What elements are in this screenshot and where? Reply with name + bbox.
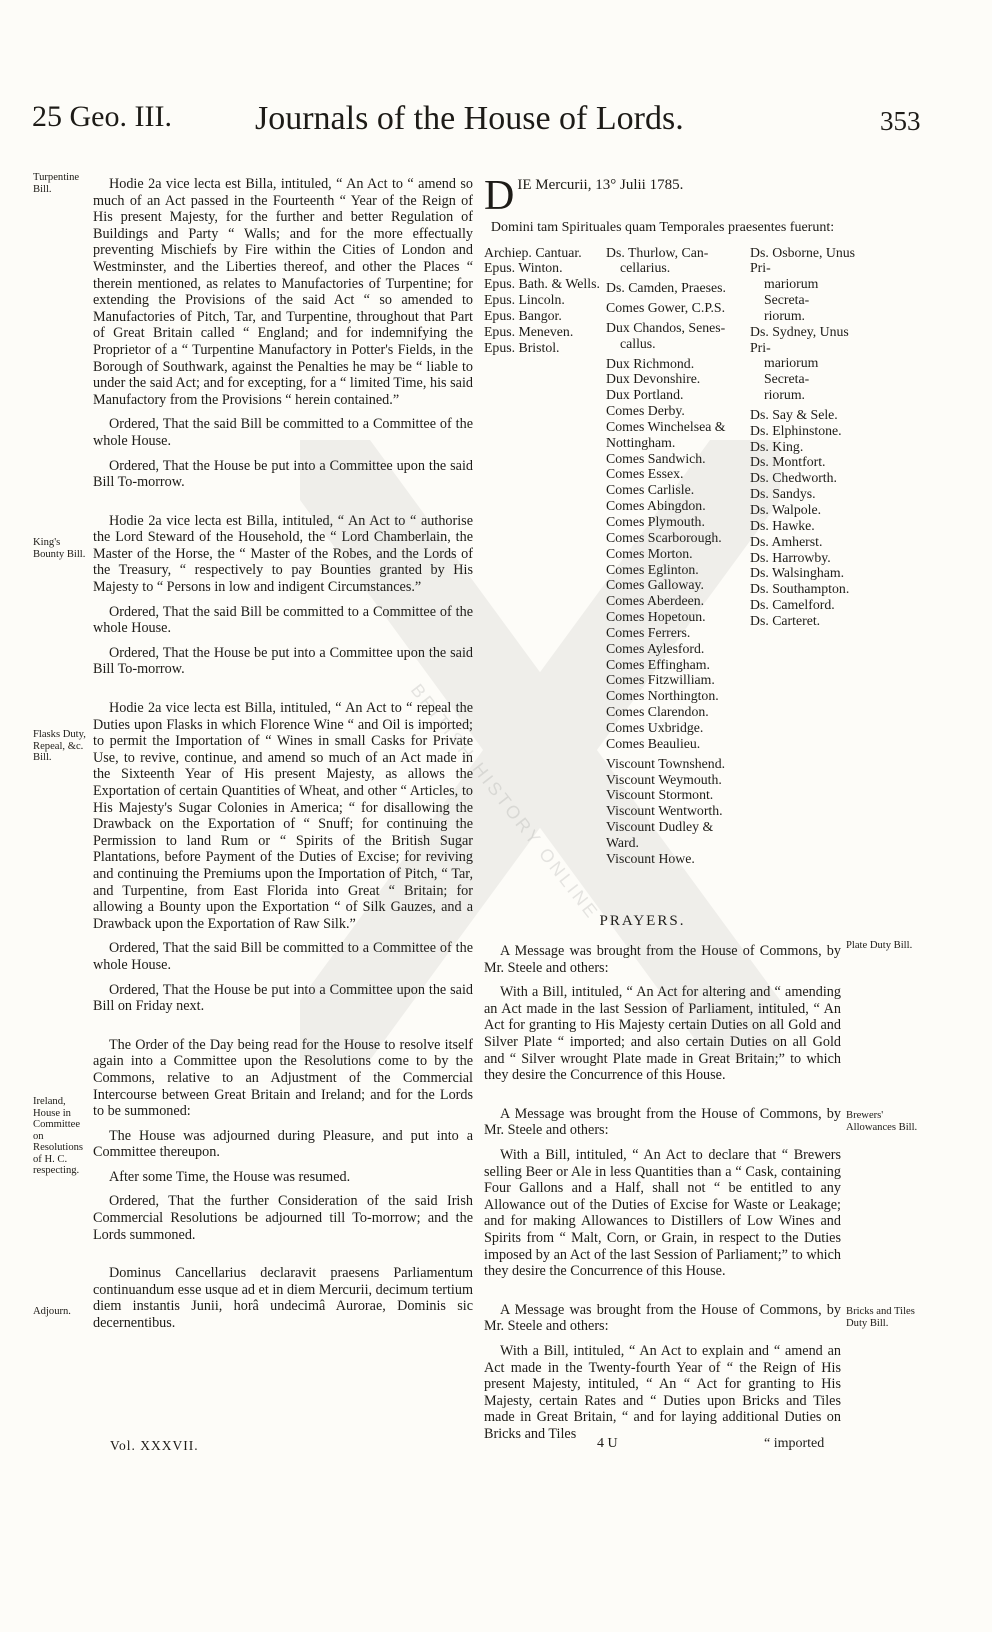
attendee: Ds. Camelford.: [750, 597, 835, 613]
order: Ordered, That the said Bill be committed to a Committee of the whole House.: [93, 416, 473, 449]
attendee: Comes Abingdon.: [606, 498, 706, 514]
attendee: Viscount Wentworth.: [606, 803, 723, 819]
message-intro: A Message was brought from the House of Commons, by Mr. Steele and others:: [484, 1301, 841, 1335]
drop-cap: D: [484, 173, 515, 219]
entry-flasks-duty: [93, 700, 473, 1015]
attendee: Epus. Bangor.: [484, 307, 562, 323]
attendee: Comes Uxbridge.: [606, 719, 704, 735]
margin-note-kings-bounty: King's Bounty Bill.: [33, 537, 86, 560]
attendee: Archiep. Cantuar.: [484, 244, 582, 260]
attendee: Ds. Carteret.: [750, 612, 821, 628]
attendee: Ds. Camden, Praeses.: [606, 280, 726, 296]
entry-ireland: [93, 1037, 473, 1244]
catchword: “ imported: [764, 1436, 825, 1451]
attendance-heading: Domini tam Spirituales quam Temporales praesentes fuerunt:: [490, 220, 835, 235]
attendee: Comes Carlisle.: [606, 482, 695, 498]
message-intro: A Message was brought from the House of Commons, by Mr. Steele and others:: [484, 1105, 841, 1139]
order-of-day: The Order of the Day being read for the House to resolve itself again into a Committee upon the Resolutions come to by the Commons, relative to an Adjustment of the Commercial Intercourse between Great Britain and Ireland; and for the Lords to be summoned:: [93, 1036, 473, 1120]
attendee: Epus. Bath. & Wells.: [484, 276, 600, 292]
attendee: Comes Galloway.: [606, 577, 704, 593]
message-brewers: [484, 1106, 841, 1280]
attendee: mariorum Secreta-: [764, 355, 819, 387]
order: Ordered, That the said Bill be committed to a Committee of the whole House.: [93, 603, 473, 637]
attendee: riorum.: [764, 307, 805, 323]
attendee: Dux Richmond.: [606, 355, 695, 371]
signature-mark: 4 U: [597, 1436, 618, 1451]
page-number: 353: [880, 106, 921, 136]
attendee: Comes Scarborough.: [606, 529, 722, 545]
attendee: riorum.: [764, 387, 805, 403]
attendee: cellarius.: [620, 260, 671, 276]
attendee: Comes Aberdeen.: [606, 593, 705, 609]
attendee: Comes Plymouth.: [606, 514, 705, 529]
order: Ordered, That the further Consideration of the said Irish Commercial Resolutions be adjourned till To-morrow; and the Lords summoned.: [93, 1193, 473, 1243]
attendee: Ds. Walsingham.: [750, 565, 845, 581]
attendee: Comes Ferrers.: [606, 624, 691, 640]
attendee: mariorum Secreta-: [764, 276, 819, 308]
order: Ordered, That the House be put into a Committee upon the said Bill To-morrow.: [93, 644, 473, 678]
margin-note-brewers: Brewers' Allowances Bill.: [846, 1110, 918, 1133]
attendee: Ds. King.: [750, 438, 804, 454]
attendee: Ds. Southampton.: [750, 581, 850, 597]
attendee: Ds. Amherst.: [750, 533, 823, 549]
attendee: Ds. Walpole.: [750, 502, 822, 517]
attendee: Ds. Hawke.: [750, 517, 815, 533]
attendee: Epus. Lincoln.: [484, 292, 565, 308]
bill-reading: Hodie 2a vice lecta est Billa, intituled, “ An Act to “ authorise the Lord Steward of the Household, the “ Lord Chamberlain, the Master of the Horse, the “ Master of the Robes, and the Lords of the Treasury, “ respectively to pay Bounties granted by His Majesty to “ Persons in low and indigent Circumstances.”: [93, 512, 473, 596]
attendance-peers: [606, 245, 752, 867]
volume-number: Vol. XXXVII.: [110, 1438, 199, 1453]
attendee: Comes Morton.: [606, 545, 693, 561]
bill-reading: Hodie 2a vice lecta est Billa, intituled, “ An Act to “ repeal the Duties upon Flasks in which Florence Wine “ and Oil is imported; to permit the Importation of “ Wines in small Casks for Private Use, to revive, continue, and amend so much of an Act made in the Sixteenth Year of His present Majesty, as allows the Exportation of certain Quantities of Wheat, and other “ Articles, to His Majesty's Sugar Colonies in America; “ for disallowing the Drawback on the Exportation of “ Snuff; for continuing the Permission to land Rum or “ Spirits of the British Sugar Plantations, before Payment of the Duties of Excise; for reviving and continuing the Premiums upon the Importation of Pitch, “ Tar, and Turpentine, from East Florida into Great “ Britain; for allowing a Bounty upon the Exportation “ of Silk Gauzes, and a Drawback upon the Exportation of Raw Silk.”: [93, 700, 473, 932]
sitting-date: D IE Mercurii, 13° Julii 1785.: [484, 173, 684, 219]
margin-note-flasks: Flasks Duty, Repeal, &c. Bill.: [33, 729, 86, 763]
attendee: Viscount Dudley &: [606, 819, 714, 835]
left-column: [93, 176, 473, 1340]
attendee: Ds. Thurlow, Can-: [606, 244, 709, 260]
message-bill: With a Bill, intituled, “ An Act to explain and “ amend an Act made in the Twenty-fourth Year of “ the Reign of His present Majesty, intituled, “ An “ Act for granting to His Majesty, certain Rates and “ Duties upon Bricks and Tiles made in Great Britain, “ and for laying additional Duties on Bricks and Tiles: [484, 1342, 841, 1442]
attendee: Comes Winchelsea &: [606, 418, 726, 434]
attendee: Comes Beaulieu.: [606, 735, 701, 751]
attendee: Ds. Sandys.: [750, 486, 816, 502]
attendee: Comes Essex.: [606, 466, 684, 482]
attendee: Comes Hopetoun.: [606, 609, 706, 625]
adjournment: Dominus Cancellarius declaravit praesens Parliamentum continuandum esse usque ad et in diem Mercurii, decimum tertium diem instantis Junii, horâ undecimâ Aurorae, Dominis sic decernentibus.: [93, 1265, 473, 1332]
attendee: Epus. Meneven.: [484, 323, 574, 339]
attendee: Dux Portland.: [606, 387, 684, 403]
order: Ordered, That the House be put into a Committee upon the said Bill To-morrow.: [93, 457, 473, 491]
margin-note-ireland: Ireland, House in Committee on Resolutions of H. C. respecting.: [33, 1096, 84, 1176]
entry-adjourn: [93, 1265, 473, 1331]
attendee: Nottingham.: [606, 434, 676, 450]
message-bill: With a Bill, intituled, “ An Act for altering and “ amending an Act made in the last Session of Parliament, intituled, “ An Act for granting to His Majesty certain Duties on all Gold and Silver Plate “ imported; and also certain Duties on all Gold and “ Silver wrought Plate made in Great Britain;” to which they desire the Concurrence of this House.: [484, 984, 841, 1084]
attendee: Ward.: [606, 834, 639, 850]
proceeding: The House was adjourned during Pleasure, and put into a Committee thereupon.: [93, 1127, 473, 1161]
attendance-bishops: [484, 245, 602, 356]
entry-turpentine: [93, 176, 473, 491]
attendee: Ds. Osborne, Unus Pri-: [750, 244, 856, 276]
journal-title: Journals of the House of Lords.: [255, 100, 684, 137]
attendee: Ds. Chedworth.: [750, 470, 837, 486]
attendee: Dux Chandos, Senes-: [606, 319, 726, 335]
attendee: Viscount Howe.: [606, 850, 695, 866]
attendee: Viscount Stormont.: [606, 787, 714, 803]
attendee: Comes Derby.: [606, 403, 685, 419]
order: Ordered, That the House be put into a Committee upon the said Bill on Friday next.: [93, 981, 473, 1015]
attendance-list: [484, 244, 856, 895]
attendee: Ds. Say & Sele.: [750, 406, 838, 422]
attendee: Viscount Weymouth.: [606, 771, 722, 787]
watermark-text: BRITISH HISTORY ONLINE: [406, 680, 604, 924]
message-plate-duty: [484, 943, 841, 1084]
attendee: Comes Effingham.: [606, 656, 710, 672]
margin-note-bricks: Bricks and Tiles Duty Bill.: [846, 1306, 915, 1329]
attendee: Comes Gower, C.P.S.: [606, 300, 726, 316]
proceeding: After some Time, the House was resumed.: [109, 1168, 351, 1185]
attendee: Epus. Winton.: [484, 260, 563, 276]
attendee: Ds. Montfort.: [750, 454, 826, 470]
right-column: [484, 173, 856, 1451]
margin-note-plate-duty: Plate Duty Bill.: [846, 940, 913, 951]
attendee: Epus. Bristol.: [484, 339, 560, 355]
attendee: Comes Eglinton.: [606, 561, 699, 577]
margin-note-turpentine: Turpentine Bill.: [33, 172, 80, 195]
attendee: Viscount Townshend.: [606, 755, 726, 771]
order: Ordered, That the said Bill be committed to a Committee of the whole House.: [93, 940, 473, 973]
attendee: Dux Devonshire.: [606, 371, 701, 387]
attendee: Ds. Elphinstone.: [750, 422, 842, 438]
prayers-heading: PRAYERS.: [599, 912, 686, 929]
attendee: Comes Clarendon.: [606, 704, 709, 720]
entry-kings-bounty: [93, 513, 473, 678]
running-header: [0, 92, 992, 152]
message-bill: With a Bill, intituled, “ An Act to declare that “ Brewers selling Beer or Ale in less Quantities than a “ Cask, containing Four Gallons and a Half, shall not “ be entitled to any Allowance out of the Duties of Excise for Waste or Leakage; and for making Allowances to Distillers of Low Wines and Spirits from “ Malt, Corn, or Grain, in respect to the Duties imposed by an Act of the last Session of Parliament;” to which they desire the Concurrence of this House.: [484, 1147, 841, 1280]
regnal-year: 25 Geo. III.: [32, 100, 172, 133]
attendee: Ds. Sydney, Unus Pri-: [750, 323, 849, 355]
margin-note-adjourn: Adjourn.: [33, 1306, 71, 1317]
attendee: Comes Sandwich.: [606, 450, 706, 466]
bill-reading: Hodie 2a vice lecta est Billa, intituled, “ An Act to “ amend so much of an Act passed in the Fourteenth “ Year of the Reign of His present Majesty, for the further and better Regulation of Buildings and Party “ Walls; and for the more effectually preventing Mischiefs by Fire within the Cities of London and Westminster, and the Liberties thereof, and other the Places “ therein mentioned, as relates to Manufactories of Turpentine; for extending the Provisions of the said Act “ so amended to Manufactories of Pitch, Tar, and Turpentine, throughout that Part of Great Britain called “ England; and for indemnifying the Proprietor of a “ Turpentine Manufactory in Potter's Fields, in the Borough of Southwark, against the Penalties he may be “ liable to under the said Act; and for excepting, for a “ limited Time, his said Manufactory from the Provisions “ herein contained.”: [93, 176, 473, 408]
attendance-barons: [750, 245, 860, 629]
attendee: Comes Aylesford.: [606, 640, 705, 656]
message-bricks: [484, 1302, 841, 1443]
message-intro: A Message was brought from the House of Commons, by Mr. Steele and others:: [484, 943, 841, 976]
attendee: Comes Fitzwilliam.: [606, 672, 715, 688]
attendee: callus.: [620, 335, 656, 351]
attendee: Ds. Harrowby.: [750, 549, 831, 565]
attendee: Comes Northington.: [606, 688, 719, 704]
